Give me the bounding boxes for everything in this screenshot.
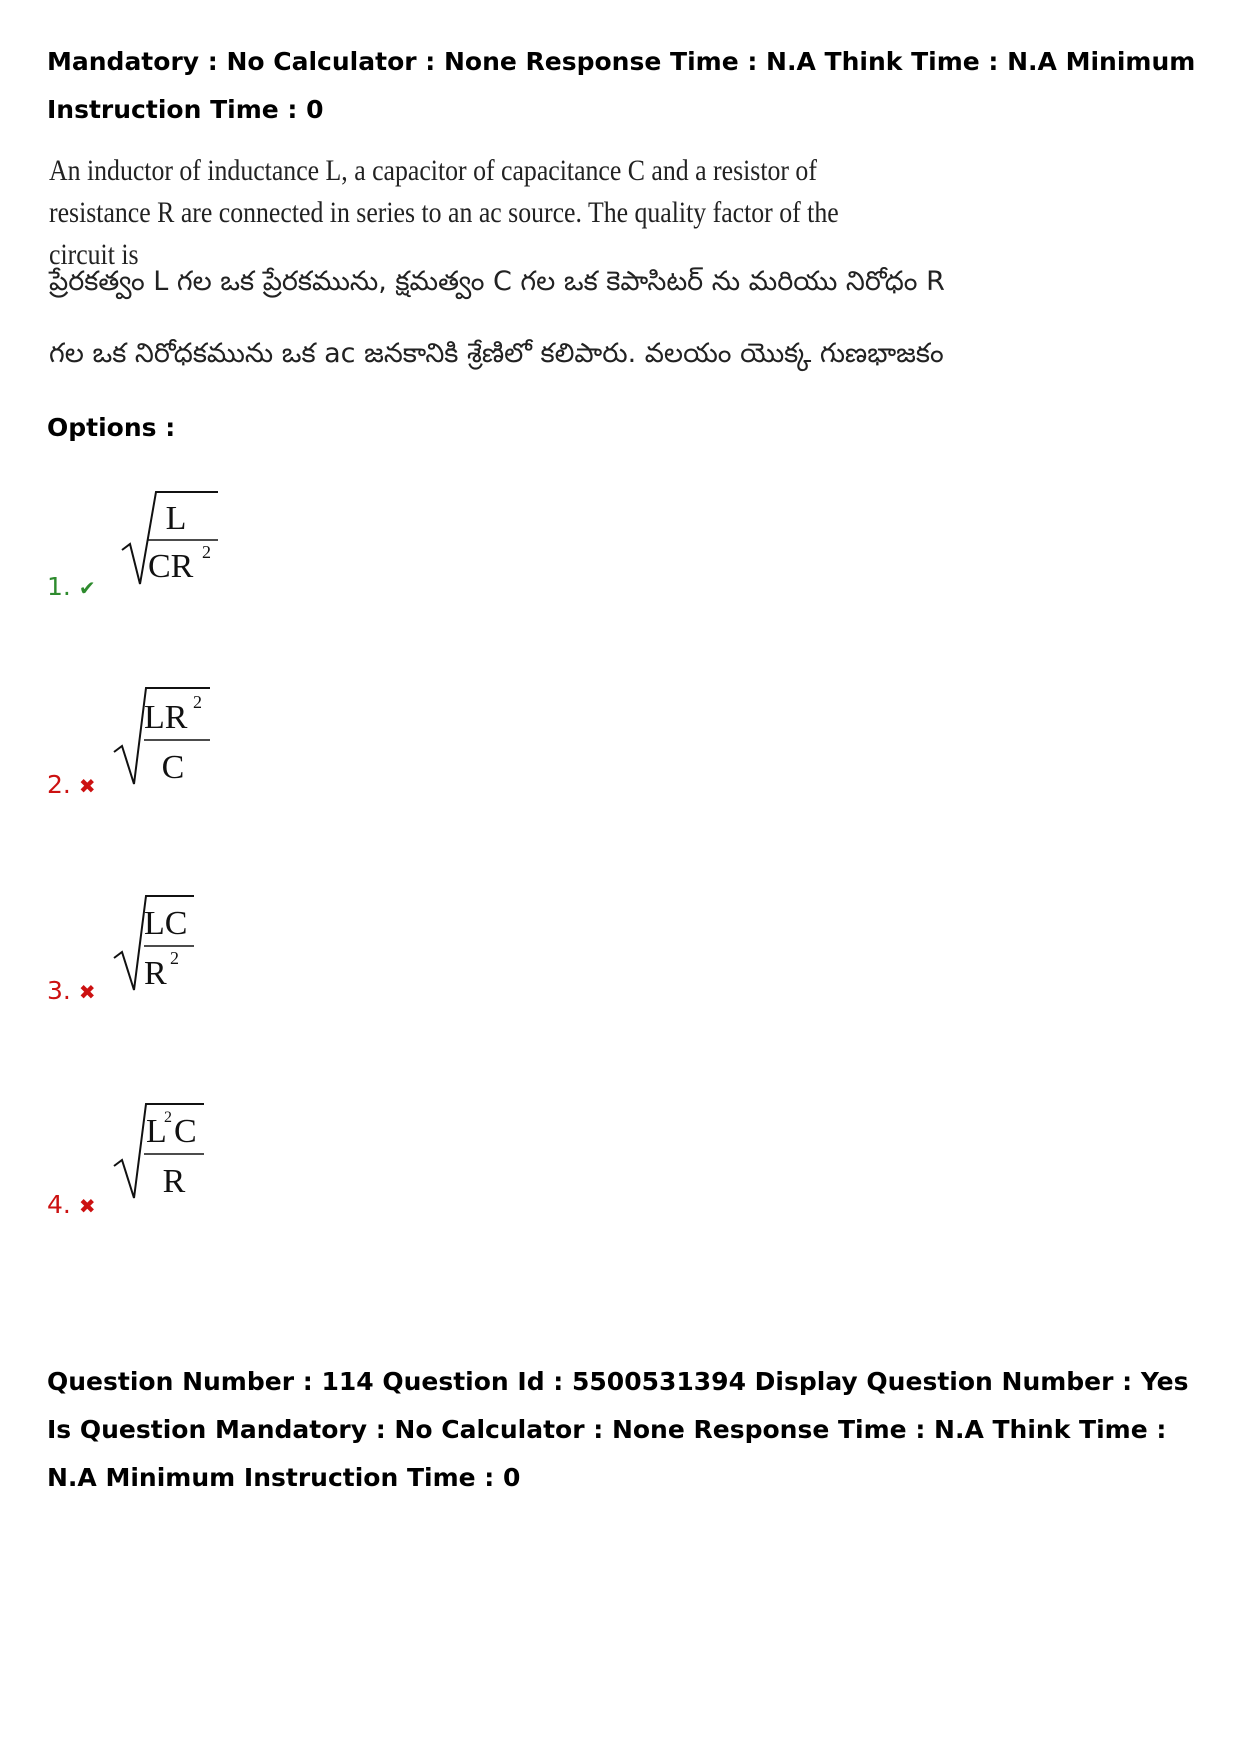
formula-numerator-tail: C [174,1113,197,1150]
formula-numerator: LC [144,905,188,942]
formula-denominator-exponent: 2 [170,948,179,968]
formula-numerator-exponent: 2 [193,692,202,712]
option-1-number[interactable] [47,572,96,603]
formula-denominator: CR [148,548,194,585]
question-meta-top: Mandatory : No Calculator : None Response Time : N.A Think Time : N.A Minimum Instruction Time : 0 [47,47,1196,124]
question-meta-bottom: Question Number : 114 Question Id : 5500531394 Display Question Number : Yes Is Question Mandatory : No Calculator : None Response Time : N.A Think Time : N.A Minimum Instruction Time : 0 [47,1367,1189,1492]
question-text-english: An inductor of inductance L, a capacitor of capacitance C and a resistor of resistance R are connected in series to an ac source. The quality factor of the circuit is [49,154,839,271]
formula-denominator: C [161,749,185,786]
option-2-number[interactable] [47,770,96,801]
option-2-formula[interactable] [108,684,218,790]
formula-denominator: R [144,955,167,992]
option-number-label: 1. [47,572,71,601]
cross-icon: ✖ [78,1194,96,1218]
question-text-telugu-line-1: ప్రేరకత్వం L గల ఒక ప్రేరకమును, క్షమత్వం C గల ఒక కెపాసిటర్ ను మరియు నిరోధం R [49,266,945,297]
formula-numerator: L [165,500,187,537]
option-3-number[interactable] [47,976,96,1007]
formula-numerator: L [146,1113,167,1150]
option-number-label: 2. [47,770,71,799]
option-number-label: 4. [47,1190,71,1219]
option-4-number[interactable] [47,1190,96,1221]
cross-icon: ✖ [78,980,96,1004]
formula-numerator: LR [144,699,188,736]
formula-denominator-exponent: 2 [202,542,211,562]
option-1-formula[interactable] [118,488,228,588]
question-text-telugu-line-2: గల ఒక నిరోధకమును ఒక ac జనకానికి శ్రేణిలో కలిపారు. వలయం యొక్క గుణభాజకం [49,338,944,369]
option-4-formula[interactable] [108,1100,208,1204]
cross-icon: ✖ [78,774,96,798]
options-label: Options : [47,413,176,442]
option-number-label: 3. [47,976,71,1005]
check-icon: ✔ [78,576,96,600]
option-3-formula[interactable] [108,892,198,996]
formula-denominator: R [162,1163,186,1200]
formula-numerator-exponent: 2 [164,1109,172,1126]
